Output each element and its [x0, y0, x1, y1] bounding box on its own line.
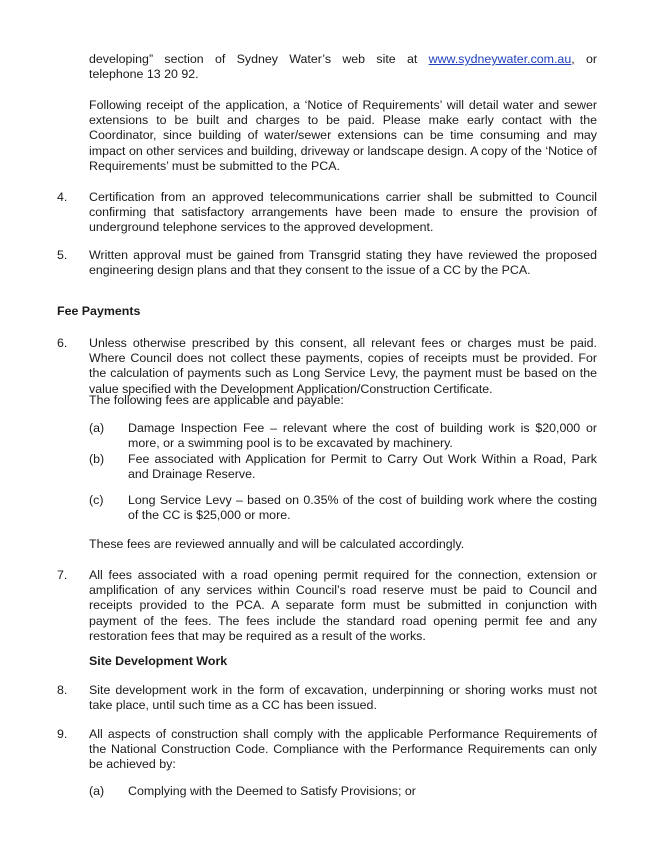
intro-text-post: , or	[571, 52, 597, 66]
sydney-water-link[interactable]: www.sydneywater.com.au	[428, 52, 572, 66]
item-6-number: 6.	[57, 336, 68, 350]
item-7-text: All fees associated with a road opening permit required for the connection, extension or amplification of any services within Council’s road reserve must be paid to Council and receipts provided to the PCA. A separate form must be submitted in conjunction with payment of the fees. The fees include the standard road opening permit fee and any restoration fees that may be required as a result of the works.	[89, 568, 597, 643]
item-8-number: 8.	[57, 683, 68, 697]
item-6-closing: These fees are reviewed annually and will be calculated accordingly.	[89, 537, 465, 551]
site-development-heading: Site Development Work	[89, 654, 228, 668]
item-9a-label: (a)	[89, 784, 105, 798]
item-9a-text: Complying with the Deemed to Satisfy Provisions; or	[128, 784, 416, 798]
notice-paragraph: Following receipt of the application, a ‘Notice of Requirements’ will detail water and sewer extensions to be built and charges to be paid. Please make early contact with the Coordinator, since building of water/sewer extensions can be time consuming and may impact on other services and building, driveway or landscape design. A copy of the ‘Notice of Requirements’ must be submitted to the PCA.	[89, 98, 597, 173]
item-4-number: 4.	[57, 190, 68, 204]
intro-paragraph	[89, 52, 597, 82]
fee-payments-heading: Fee Payments	[57, 304, 141, 318]
item-6b-text: Fee associated with Application for Permit to Carry Out Work Within a Road, Park and Drainage Reserve.	[128, 452, 597, 482]
item-4-text: Certification from an approved telecommunications carrier shall be submitted to Council confirming that satisfactory arrangements have been made to ensure the provision of underground telephone services to the approved development.	[89, 190, 597, 235]
item-6b-label: (b)	[89, 452, 105, 466]
intro-text-pre: developing” section of Sydney Water’s web site at	[89, 52, 429, 66]
item-6c-label: (c)	[89, 493, 104, 507]
intro-line-2: telephone 13 20 92.	[89, 67, 199, 82]
item-8-text: Site development work in the form of excavation, underpinning or shoring works must not take place, until such time as a CC has been issued.	[89, 683, 597, 713]
item-6c-text: Long Service Levy – based on 0.35% of the cost of building work where the costing of the CC is $25,000 or more.	[128, 493, 597, 523]
item-6-text: Unless otherwise prescribed by this consent, all relevant fees or charges must be paid. Where Council does not collect these payments, copies of receipts must be provided. For the calculation of payments such as Long Service Levy, the payment must be based on the value specified with the Development Application/Construction Certificate.	[89, 336, 597, 396]
item-9-number: 9.	[57, 727, 68, 741]
item-5-text: Written approval must be gained from Transgrid stating they have reviewed the proposed engineering design plans and that they consent to the issue of a CC by the PCA.	[89, 248, 597, 278]
item-5-number: 5.	[57, 248, 68, 262]
item-7-number: 7.	[57, 568, 68, 582]
item-6a-label: (a)	[89, 421, 105, 435]
item-6a-text: Damage Inspection Fee – relevant where the cost of building work is $20,000 or more, or a swimming pool is to be excavated by machinery.	[128, 421, 597, 451]
item-6-following: The following fees are applicable and payable:	[89, 393, 344, 407]
item-9-text: All aspects of construction shall comply with the applicable Performance Requirements of the National Construction Code. Compliance with the Performance Requirements can only be achieved by:	[89, 727, 597, 772]
intro-line-1	[89, 52, 597, 67]
